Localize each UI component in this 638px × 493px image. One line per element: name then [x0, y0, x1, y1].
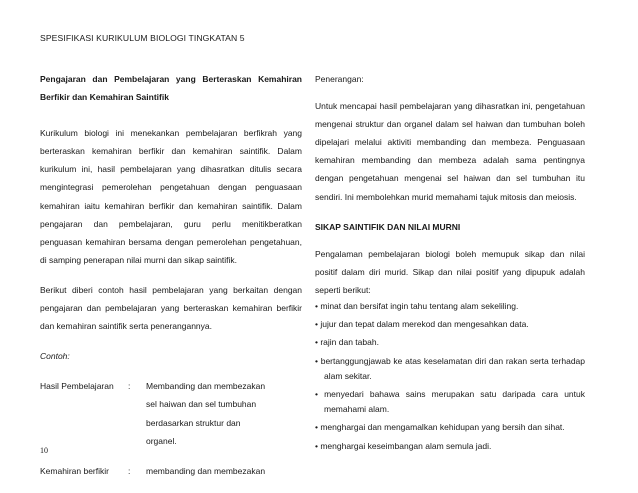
left-column: [40, 70, 302, 480]
list-item: • menyedari bahawa sains merupakan satu daripada cara untuk memahami alam.: [315, 389, 586, 415]
example-value: [146, 462, 302, 480]
page-header: SPESIFIKASI KURIKULUM BIOLOGI TINGKATAN 5: [40, 33, 245, 43]
example-value: [146, 377, 302, 449]
list-item: • minat dan bersifat ingin tahu tentang alam sekeliling.: [315, 301, 519, 312]
example-key: Kemahiran berfikir: [40, 465, 109, 476]
paragraph-example-intro: Berikut diberi contoh hasil pembelajaran yang berkaitan dengan pengajaran dan pembelajaran yang berteraskan kemahiran berfikir dan kemahiran saintifik serta penerangannya.: [40, 284, 302, 332]
example-value-line: berdasarkan struktur dan: [146, 417, 241, 428]
right-column: [315, 70, 585, 457]
list-item: • rajin dan tabah.: [315, 337, 379, 348]
example-value-line: Membanding dan membezakan: [146, 381, 266, 392]
paragraph-curriculum: Kurikulum biologi ini menekankan pembelajaran berfikrah yang berteraskan kemahiran berfikir dan kemahiran saintifik. Dalam kurikulum ini, hasil pembelajaran yang dihasratkan ditulis secara mengintegrasi pemerolehan pengetahuan dengan penguasaan kemahiran iaitu kemahiran berfikir dan kemahiran saintifik. Dalam pengajaran dan pembelajaran, guru perlu menitikberatkan penguasan kemahiran bersama dengan pemerolehan pengetahuan, di samping penerapan nilai murni dan sikap saintifik.: [40, 128, 302, 265]
example-value-line: sel haiwan dan sel tumbuhan: [146, 399, 257, 410]
list-item: • bertanggungjawab ke atas keselamatan diri dan rakan serta terhadap alam sekitar.: [315, 355, 585, 381]
example-value-line: organel.: [146, 435, 177, 446]
section-heading-sikap: SIKAP SAINTIFIK DAN NILAI MURNI: [315, 221, 461, 232]
example-separator: :: [128, 381, 131, 392]
penerangan-label: Penerangan:: [315, 74, 364, 84]
example-key: Hasil Pembelajaran: [40, 381, 114, 392]
list-item: • jujur dan tepat dalam merekod dan mengesahkan data.: [315, 319, 529, 330]
example-separator: :: [128, 465, 131, 476]
page-number: 10: [40, 446, 48, 455]
paragraph-explanation: Untuk mencapai hasil pembelajaran yang dihasratkan ini, pengetahuan mengenai struktur dan organel dalam sel haiwan dan tumbuhan boleh dipelajari melalui aktiviti membanding dan membeza. Penguasaan kemahiran membanding dan membeza adalah sama pentingnya dengan pengetahuan mengenai sel haiwan dan sel tumbuhan itu sendiri. Ini membolehkan murid memahami tajuk mitosis dan meiosis.: [315, 101, 585, 202]
contoh-label: Contoh:: [40, 351, 70, 362]
section-heading-pdp: Pengajaran dan Pembelajaran yang Berteraskan Kemahiran Berfikir dan Kemahiran Saintifik: [40, 74, 302, 103]
example-row-thinking-skill: [40, 462, 302, 480]
list-item: • menghargai dan mengamalkan kehidupan yang bersih dan sihat.: [315, 422, 565, 433]
values-list: [315, 299, 585, 454]
example-row-learning-outcome: [40, 377, 302, 449]
paragraph-values-intro: Pengalaman pembelajaran biologi boleh memupuk sikap dan nilai positif dalam diri murid. Sikap dan nilai positif yang dipupuk adalah seperti berikut:: [315, 248, 585, 295]
example-value-line: membanding dan membezakan: [146, 465, 266, 476]
list-item: • menghargai keseimbangan alam semula jadi.: [315, 440, 492, 451]
